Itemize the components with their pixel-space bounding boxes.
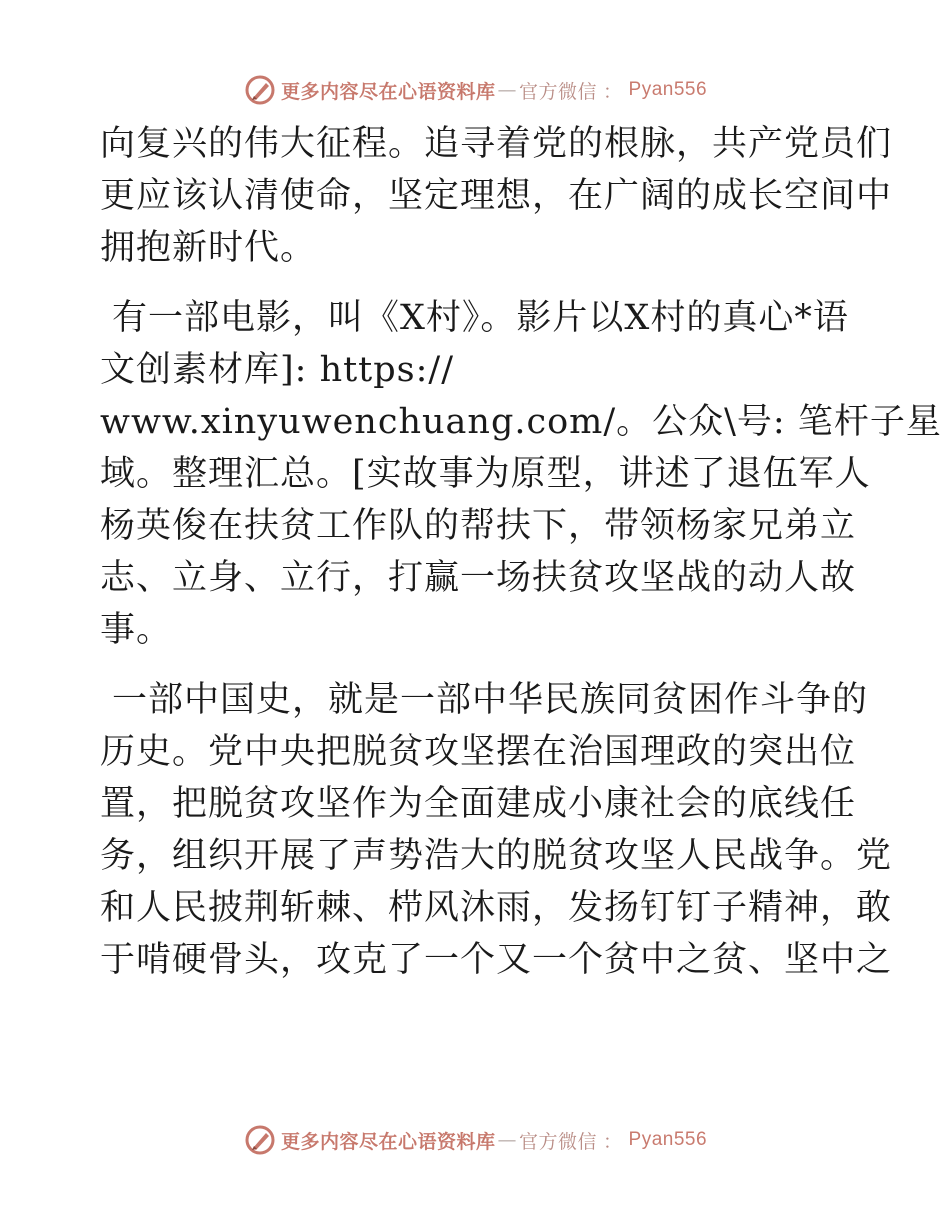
text-line: 务，组织开展了声势浩大的脱贫攻坚人民战争。党 [100, 836, 893, 876]
paragraph [100, 292, 942, 656]
text-line: 历史。党中央把脱贫攻坚摆在治国理政的突出位 [100, 732, 857, 772]
banner-colon: ： [603, 80, 623, 103]
pen-logo-icon [243, 1123, 277, 1157]
text-line: 拥抱新时代。 [100, 228, 317, 268]
footer-watermark-banner [0, 1120, 950, 1160]
text-line: 和人民披荆斩棘、栉风沐雨，发扬钉钉子精神，敢 [100, 888, 893, 928]
header-watermark-banner [0, 70, 950, 110]
text-line: 有一部电影，叫《X村》。影片以X村的真心*语 [112, 298, 849, 338]
paragraph [100, 674, 893, 986]
text-line: 置，把脱贫攻坚作为全面建成小康社会的底线任 [100, 784, 857, 824]
text-line: 于啃硬骨头，攻克了一个又一个贫中之贫、坚中之 [100, 940, 893, 980]
text-line: 一部中国史，就是一部中华民族同贫困作斗争的 [112, 680, 869, 720]
text-line: 更应该认清使命，坚定理想，在广阔的成长空间中 [100, 176, 893, 216]
text-line: 向复兴的伟大征程。追寻着党的根脉，共产党员们 [100, 124, 893, 164]
paragraph [100, 118, 893, 274]
pen-logo-icon [243, 73, 277, 107]
banner-separator: — [497, 1129, 517, 1151]
banner-wechat-id: Pyan556 [628, 1129, 708, 1150]
banner-title: 更多内容尽在心语资料库 [280, 1130, 496, 1153]
text-line: 事。 [100, 610, 173, 650]
text-line: 文创素材库]: https:// [100, 350, 454, 390]
text-line: 域。整理汇总。[实故事为原型，讲述了退伍军人 [100, 454, 871, 494]
document-body [100, 118, 942, 986]
banner-title: 更多内容尽在心语资料库 [280, 80, 496, 103]
banner-separator: — [497, 79, 517, 101]
text-line: www.xinyuwenchuang.com/。公众\号: 笔杆子星 [100, 402, 942, 442]
banner-subtitle: 官方微信 [518, 1130, 597, 1153]
text-line: 志、立身、立行，打赢一场扶贫攻坚战的动人故 [100, 558, 857, 598]
banner-wechat-id: Pyan556 [628, 79, 708, 100]
banner-subtitle: 官方微信 [518, 80, 597, 103]
banner-colon: ： [603, 1130, 623, 1153]
text-line: 杨英俊在扶贫工作队的帮扶下，带领杨家兄弟立 [100, 506, 857, 546]
